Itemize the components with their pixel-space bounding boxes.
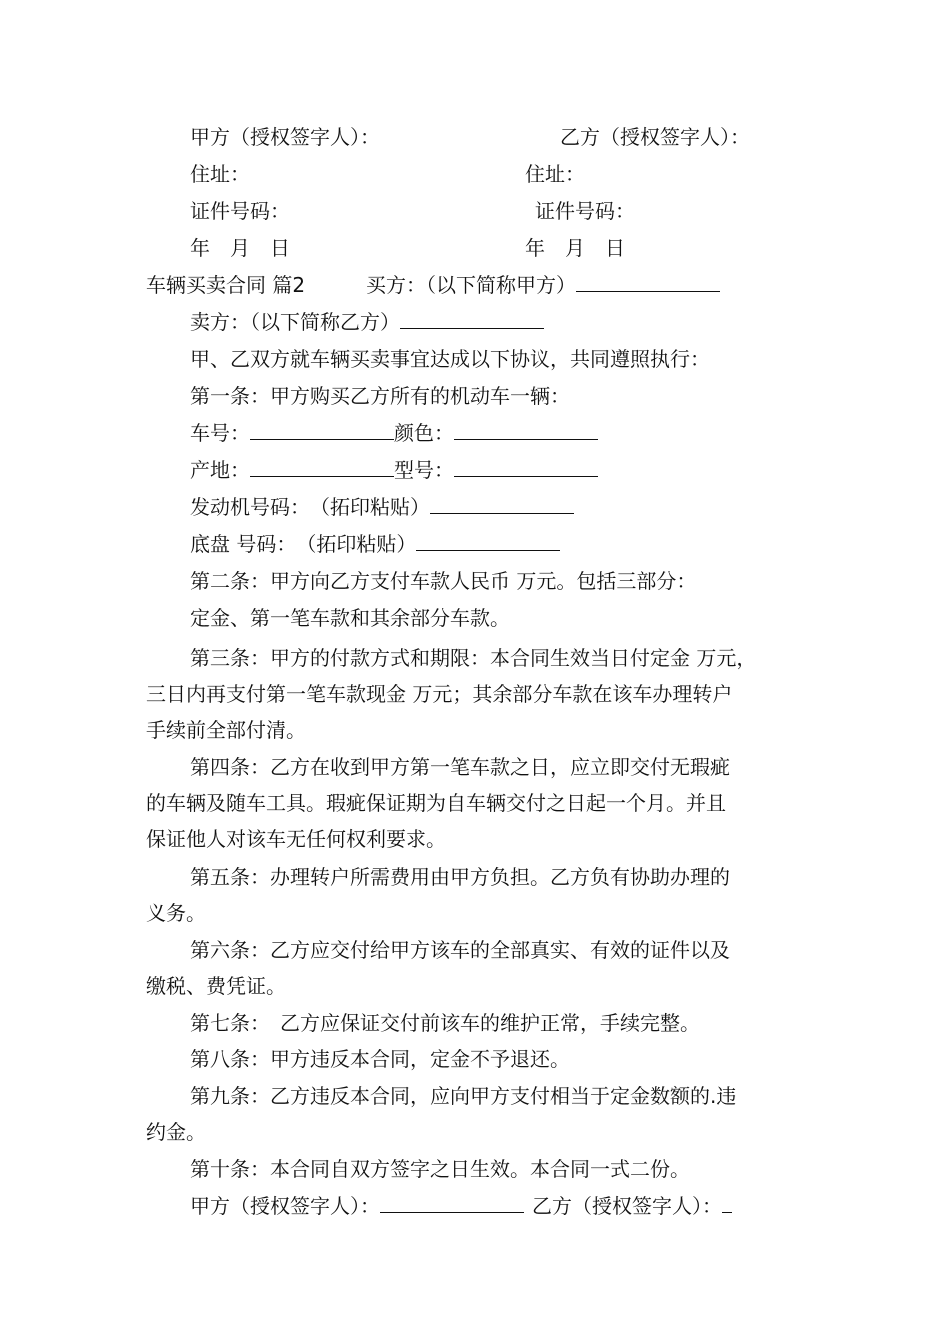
party-a-id-label: 证件号码： bbox=[190, 199, 290, 223]
party-b-id-label: 证件号码： bbox=[535, 199, 635, 223]
article-3-line-3: 手续前全部付清。 bbox=[146, 718, 306, 742]
sign-a-blank bbox=[380, 1192, 524, 1213]
sign-b-blank bbox=[722, 1192, 732, 1213]
article-7: 第七条： 乙方应保证交付前该车的维护正常，手续完整。 bbox=[190, 1011, 700, 1035]
plate-label: 车号： bbox=[190, 421, 250, 445]
article-3-line-1: 第三条：甲方的付款方式和期限：本合同生效当日付定金 万元， bbox=[190, 646, 757, 670]
party-b-address-label: 住址： bbox=[525, 162, 585, 186]
article-10: 第十条：本合同自双方签字之日生效。本合同一式二份。 bbox=[190, 1157, 690, 1181]
article-4-line-2: 的车辆及随车工具。瑕疵保证期为自车辆交付之日起一个月。并且 bbox=[146, 791, 726, 815]
buyer-line bbox=[366, 271, 720, 299]
article-6-line-1: 第六条：乙方应交付给甲方该车的全部真实、有效的证件以及 bbox=[190, 938, 730, 962]
party-a-date: 年 月 日 bbox=[190, 236, 290, 260]
color-label: 颜色： bbox=[394, 421, 454, 445]
sign-b-label: 乙方（授权签字人）： bbox=[532, 1194, 722, 1218]
chassis-label: 底盘 号码： （拓印粘贴） bbox=[190, 532, 417, 556]
article-2-line-1: 第二条：甲方向乙方支付车款人民币 万元。包括三部分： bbox=[190, 569, 697, 593]
engine-blank bbox=[430, 493, 574, 514]
model-label: 型号： bbox=[394, 458, 454, 482]
party-b-signature-label: 乙方（授权签字人）： bbox=[560, 125, 750, 149]
intro-paragraph: 甲、乙双方就车辆买卖事宜达成以下协议，共同遵照执行： bbox=[190, 347, 710, 371]
chassis-blank bbox=[416, 530, 560, 551]
plate-blank bbox=[250, 419, 394, 440]
article-5-line-1: 第五条：办理转户所需费用由甲方负担。乙方负有协助办理的 bbox=[190, 865, 730, 889]
party-b-date: 年 月 日 bbox=[525, 236, 625, 260]
article-9-line-1: 第九条：乙方违反本合同，应向甲方支付相当于定金数额的.违 bbox=[190, 1084, 737, 1108]
plate-color-line bbox=[190, 419, 598, 447]
article-8: 第八条：甲方违反本合同，定金不予退还。 bbox=[190, 1047, 570, 1071]
article-4-line-1: 第四条：乙方在收到甲方第一笔车款之日，应立即交付无瑕疵 bbox=[190, 755, 730, 779]
color-blank bbox=[454, 419, 598, 440]
engine-label: 发动机号码： （拓印粘贴） bbox=[190, 495, 430, 519]
engine-line bbox=[190, 493, 574, 521]
buyer-blank bbox=[576, 271, 720, 292]
seller-label: 卖方：（以下简称乙方） bbox=[190, 310, 400, 334]
origin-label: 产地： bbox=[190, 458, 250, 482]
buyer-label: 买方：（以下简称甲方） bbox=[366, 273, 576, 297]
seller-blank bbox=[400, 308, 544, 329]
seller-line bbox=[190, 308, 544, 336]
contract-title: 车辆买卖合同 篇2 bbox=[146, 273, 306, 297]
article-1: 第一条：甲方购买乙方所有的机动车一辆： bbox=[190, 384, 570, 408]
article-2-line-2: 定金、第一笔车款和其余部分车款。 bbox=[190, 606, 510, 630]
chassis-line bbox=[190, 530, 560, 558]
bottom-signature-line bbox=[190, 1192, 732, 1220]
origin-model-line bbox=[190, 456, 598, 484]
article-4-line-3: 保证他人对该车无任何权利要求。 bbox=[146, 827, 446, 851]
article-5-line-2: 义务。 bbox=[146, 901, 206, 925]
party-a-address-label: 住址： bbox=[190, 162, 250, 186]
article-3-line-2: 三日内再支付第一笔车款现金 万元；其余部分车款在该车办理转户 bbox=[146, 682, 733, 706]
party-a-signature-label: 甲方（授权签字人）： bbox=[190, 125, 380, 149]
sign-a-label: 甲方（授权签字人）： bbox=[190, 1194, 380, 1218]
article-6-line-2: 缴税、费凭证。 bbox=[146, 974, 286, 998]
article-9-line-2: 约金。 bbox=[146, 1120, 206, 1144]
model-blank bbox=[454, 456, 598, 477]
origin-blank bbox=[250, 456, 394, 477]
